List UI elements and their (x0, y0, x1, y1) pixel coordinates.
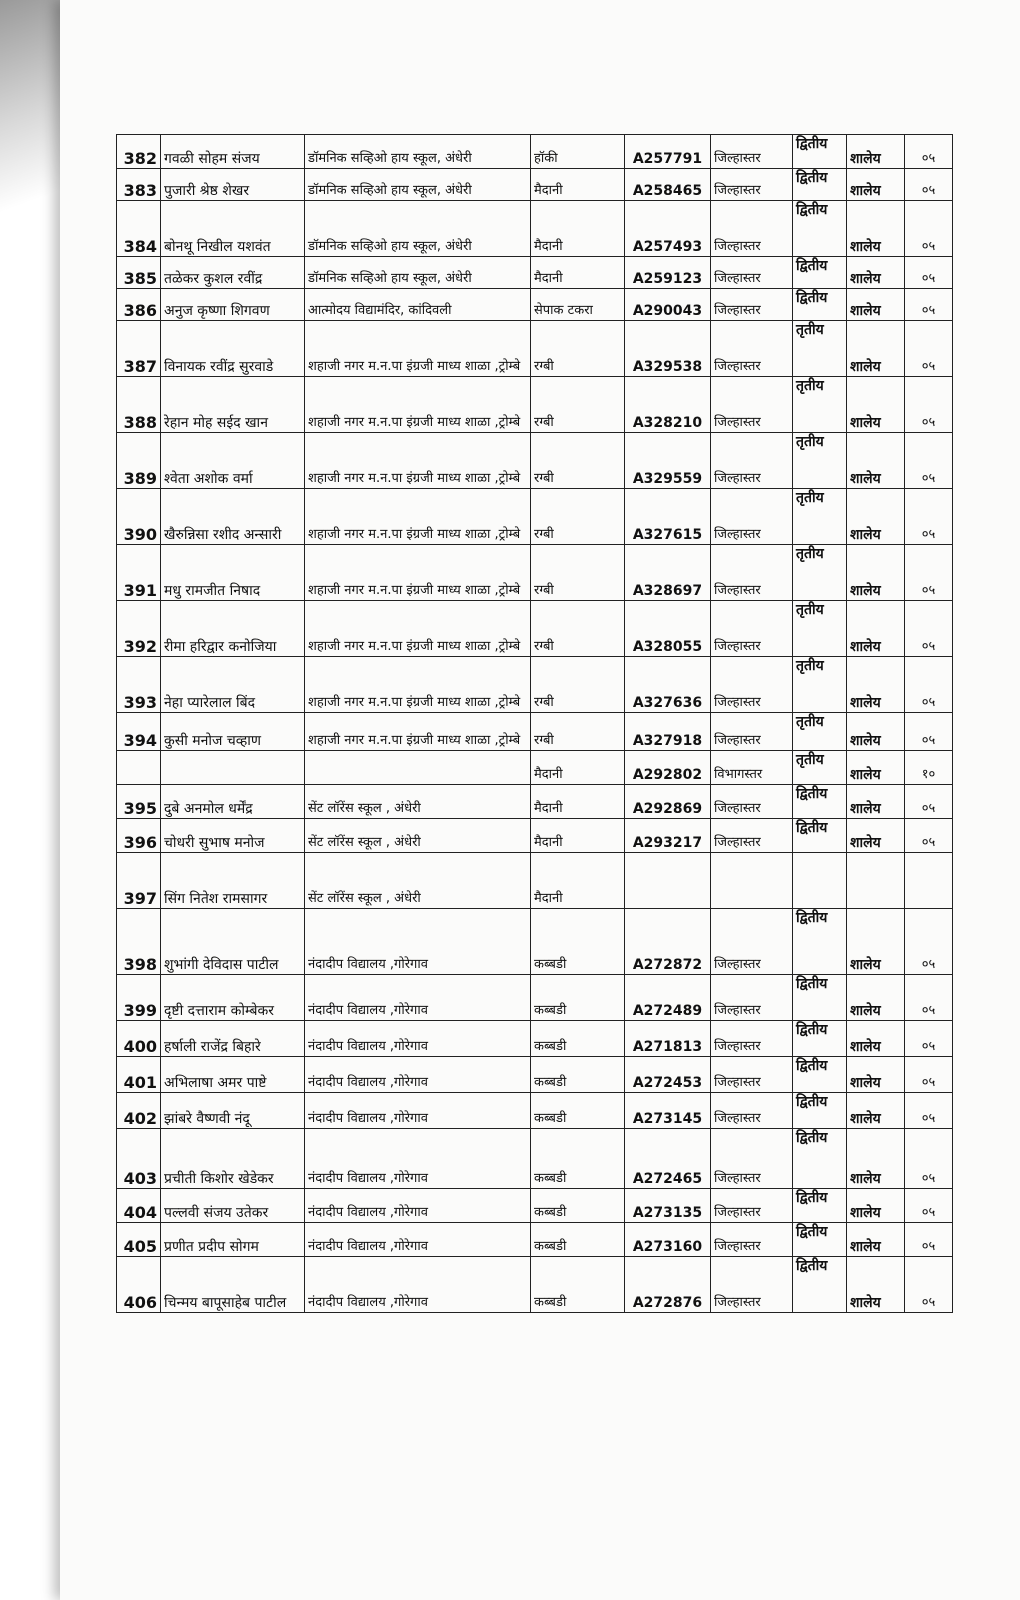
school-name: आत्मोदय विद्यामंदिर, कांदिवली (305, 289, 531, 321)
student-name: कुसी मनोज चव्हाण (161, 713, 305, 751)
marks: ०५ (905, 1189, 953, 1223)
sport-name: रग्बी (531, 545, 625, 601)
school-name: शहाजी नगर म.न.पा इंग्रजी माध्य शाळा ,ट्रोम्बे (305, 489, 531, 545)
competition-level: जिल्हास्तर (711, 819, 793, 853)
competition-level: जिल्हास्तर (711, 975, 793, 1021)
school-name: शहाजी नगर म.न.पा इंग्रजी माध्य शाळा ,ट्रोम्बे (305, 321, 531, 377)
serial-number: 395 (117, 785, 161, 819)
table-row (117, 1257, 953, 1313)
sport-name: कब्बडी (531, 1189, 625, 1223)
category: शालेय (847, 545, 905, 601)
marks: ०५ (905, 169, 953, 201)
registration-id: A272876 (625, 1257, 711, 1313)
rank: द्वितीय (793, 1093, 847, 1129)
student-name: प्रणीत प्रदीप सोगम (161, 1223, 305, 1257)
student-name: दृष्टी दत्ताराम कोम्बेकर (161, 975, 305, 1021)
school-name: शहाजी नगर म.न.पा इंग्रजी माध्य शाळा ,ट्रोम्बे (305, 657, 531, 713)
registration-id: A259123 (625, 257, 711, 289)
marks: ०५ (905, 1021, 953, 1057)
student-name: हर्षाली राजेंद्र बिहारे (161, 1021, 305, 1057)
serial-number: 385 (117, 257, 161, 289)
marks: १० (905, 751, 953, 785)
sport-name: सेपाक टकरा (531, 289, 625, 321)
competition-level: जिल्हास्तर (711, 433, 793, 489)
sport-name: कब्बडी (531, 1257, 625, 1313)
competition-level: जिल्हास्तर (711, 201, 793, 257)
serial-number: 389 (117, 433, 161, 489)
registration-id: A272453 (625, 1057, 711, 1093)
table-row (117, 135, 953, 169)
registration-id: A327615 (625, 489, 711, 545)
competition-level: जिल्हास्तर (711, 909, 793, 975)
marks: ०५ (905, 1223, 953, 1257)
sport-name: मैदानी (531, 785, 625, 819)
rank: द्वितीय (793, 1223, 847, 1257)
marks: ०५ (905, 135, 953, 169)
category: शालेय (847, 601, 905, 657)
table-row (117, 751, 953, 785)
school-name: नंदादीप विद्यालय ,गोरेगाव (305, 1223, 531, 1257)
marks: ०५ (905, 601, 953, 657)
school-name: शहाजी नगर म.न.पा इंग्रजी माध्य शाळा ,ट्रोम्बे (305, 377, 531, 433)
student-name: सिंग नितेश रामसागर (161, 853, 305, 909)
category: शालेय (847, 201, 905, 257)
registration-id: A272872 (625, 909, 711, 975)
student-name: श्वेता अशोक वर्मा (161, 433, 305, 489)
serial-number: 399 (117, 975, 161, 1021)
student-name: चोधरी सुभाष मनोज (161, 819, 305, 853)
category: शालेय (847, 657, 905, 713)
serial-number: 400 (117, 1021, 161, 1057)
sport-name: मैदानी (531, 201, 625, 257)
student-name: पुजारी श्रेष्ठ शेखर (161, 169, 305, 201)
competition-level: जिल्हास्तर (711, 489, 793, 545)
category: शालेय (847, 1021, 905, 1057)
sport-name: कब्बडी (531, 975, 625, 1021)
category (847, 853, 905, 909)
table-row (117, 601, 953, 657)
rank: तृतीय (793, 713, 847, 751)
table-row (117, 489, 953, 545)
school-name: डॉमनिक सव्हिओ हाय स्कूल, अंधेरी (305, 201, 531, 257)
student-name: प्रचीती किशोर खेडेकर (161, 1129, 305, 1189)
school-name: शहाजी नगर म.न.पा इंग्रजी माध्य शाळा ,ट्रोम्बे (305, 601, 531, 657)
serial-number (117, 751, 161, 785)
registration-id: A292802 (625, 751, 711, 785)
competition-level: जिल्हास्तर (711, 1129, 793, 1189)
category: शालेय (847, 785, 905, 819)
competition-level: जिल्हास्तर (711, 1257, 793, 1313)
school-name: सेंट लॉरेंस स्कूल , अंधेरी (305, 853, 531, 909)
competition-level: जिल्हास्तर (711, 713, 793, 751)
category: शालेय (847, 751, 905, 785)
rank: तृतीय (793, 321, 847, 377)
category: शालेय (847, 909, 905, 975)
results-table-body (117, 135, 953, 1313)
rank: द्वितीय (793, 1129, 847, 1189)
rank: द्वितीय (793, 1257, 847, 1313)
competition-level: जिल्हास्तर (711, 785, 793, 819)
student-name: तळेकर कुशल रवींद्र (161, 257, 305, 289)
registration-id: A293217 (625, 819, 711, 853)
registration-id: A258465 (625, 169, 711, 201)
table-row (117, 289, 953, 321)
table-row (117, 1093, 953, 1129)
category: शालेय (847, 819, 905, 853)
school-name: शहाजी नगर म.न.पा इंग्रजी माध्य शाळा ,ट्रोम्बे (305, 433, 531, 489)
marks (905, 853, 953, 909)
results-table-wrapper (116, 134, 953, 1313)
sport-name: कब्बडी (531, 909, 625, 975)
student-name: विनायक रवींद्र सुरवाडे (161, 321, 305, 377)
student-name: गवळी सोहम संजय (161, 135, 305, 169)
serial-number: 393 (117, 657, 161, 713)
rank: तृतीय (793, 751, 847, 785)
school-name: डॉमनिक सव्हिओ हाय स्कूल, अंधेरी (305, 135, 531, 169)
table-row (117, 1021, 953, 1057)
marks: ०५ (905, 289, 953, 321)
table-row (117, 1129, 953, 1189)
rank: द्वितीय (793, 1057, 847, 1093)
school-name: नंदादीप विद्यालय ,गोरेगाव (305, 1057, 531, 1093)
sport-name: मैदानी (531, 751, 625, 785)
category: शालेय (847, 1093, 905, 1129)
registration-id: A328697 (625, 545, 711, 601)
competition-level: जिल्हास्तर (711, 601, 793, 657)
registration-id: A271813 (625, 1021, 711, 1057)
table-row (117, 545, 953, 601)
student-name: झांबरे वैष्णवी नंदू (161, 1093, 305, 1129)
serial-number: 403 (117, 1129, 161, 1189)
school-name: नंदादीप विद्यालय ,गोरेगाव (305, 1257, 531, 1313)
rank: द्वितीय (793, 169, 847, 201)
school-name: सेंट लॉरेंस स्कूल , अंधेरी (305, 819, 531, 853)
serial-number: 404 (117, 1189, 161, 1223)
table-row (117, 975, 953, 1021)
registration-id: A328210 (625, 377, 711, 433)
table-row (117, 909, 953, 975)
competition-level (711, 853, 793, 909)
table-row (117, 713, 953, 751)
serial-number: 402 (117, 1093, 161, 1129)
marks: ०५ (905, 909, 953, 975)
marks: ०५ (905, 201, 953, 257)
serial-number: 388 (117, 377, 161, 433)
competition-level: जिल्हास्तर (711, 1223, 793, 1257)
rank: द्वितीय (793, 135, 847, 169)
rank (793, 853, 847, 909)
school-name: नंदादीप विद्यालय ,गोरेगाव (305, 909, 531, 975)
marks: ०५ (905, 1257, 953, 1313)
marks: ०५ (905, 975, 953, 1021)
registration-id: A273135 (625, 1189, 711, 1223)
category: शालेय (847, 975, 905, 1021)
sport-name: कब्बडी (531, 1129, 625, 1189)
serial-number: 405 (117, 1223, 161, 1257)
category: शालेय (847, 433, 905, 489)
serial-number: 382 (117, 135, 161, 169)
competition-level: जिल्हास्तर (711, 377, 793, 433)
competition-level: जिल्हास्तर (711, 1189, 793, 1223)
competition-level: जिल्हास्तर (711, 657, 793, 713)
sport-name: मैदानी (531, 169, 625, 201)
rank: द्वितीय (793, 785, 847, 819)
student-name: रीमा हरिद्वार कनोजिया (161, 601, 305, 657)
competition-level: जिल्हास्तर (711, 135, 793, 169)
school-name: सेंट लॉरेंस स्कूल , अंधेरी (305, 785, 531, 819)
rank: द्वितीय (793, 975, 847, 1021)
sport-name: मैदानी (531, 257, 625, 289)
registration-id: A329559 (625, 433, 711, 489)
marks: ०५ (905, 657, 953, 713)
serial-number: 392 (117, 601, 161, 657)
student-name: खैरुन्निसा रशीद अन्सारी (161, 489, 305, 545)
category: शालेय (847, 1189, 905, 1223)
marks: ०५ (905, 713, 953, 751)
registration-id: A328055 (625, 601, 711, 657)
sport-name: कब्बडी (531, 1093, 625, 1129)
marks: ०५ (905, 257, 953, 289)
student-name: नेहा प्यारेलाल बिंद (161, 657, 305, 713)
serial-number: 406 (117, 1257, 161, 1313)
student-name: पल्लवी संजय उतेकर (161, 1189, 305, 1223)
serial-number: 391 (117, 545, 161, 601)
rank: तृतीय (793, 433, 847, 489)
sport-name: रग्बी (531, 433, 625, 489)
registration-id: A257791 (625, 135, 711, 169)
registration-id: A329538 (625, 321, 711, 377)
registration-id: A327918 (625, 713, 711, 751)
marks: ०५ (905, 545, 953, 601)
student-name: चिन्मय बापूसाहेब पाटील (161, 1257, 305, 1313)
competition-level: विभागस्तर (711, 751, 793, 785)
rank: द्वितीय (793, 1021, 847, 1057)
rank: तृतीय (793, 545, 847, 601)
sport-name: मैदानी (531, 819, 625, 853)
marks: ०५ (905, 1129, 953, 1189)
school-name: शहाजी नगर म.न.पा इंग्रजी माध्य शाळा ,ट्रोम्बे (305, 545, 531, 601)
rank: द्वितीय (793, 909, 847, 975)
student-name: दुबे अनमोल धर्मेंद्र (161, 785, 305, 819)
registration-id (625, 853, 711, 909)
rank: द्वितीय (793, 201, 847, 257)
serial-number: 397 (117, 853, 161, 909)
category: शालेय (847, 1057, 905, 1093)
registration-id: A273145 (625, 1093, 711, 1129)
student-name: बोनथू निखील यशवंत (161, 201, 305, 257)
student-name (161, 751, 305, 785)
sport-name: कब्बडी (531, 1021, 625, 1057)
serial-number: 401 (117, 1057, 161, 1093)
competition-level: जिल्हास्तर (711, 257, 793, 289)
category: शालेय (847, 377, 905, 433)
serial-number: 386 (117, 289, 161, 321)
registration-id: A272465 (625, 1129, 711, 1189)
serial-number: 383 (117, 169, 161, 201)
serial-number: 396 (117, 819, 161, 853)
category: शालेय (847, 135, 905, 169)
competition-level: जिल्हास्तर (711, 1021, 793, 1057)
rank: द्वितीय (793, 289, 847, 321)
table-row (117, 1223, 953, 1257)
table-row (117, 853, 953, 909)
sport-name: मैदानी (531, 853, 625, 909)
registration-id: A272489 (625, 975, 711, 1021)
school-name: नंदादीप विद्यालय ,गोरेगाव (305, 1189, 531, 1223)
marks: ०५ (905, 1057, 953, 1093)
registration-id: A273160 (625, 1223, 711, 1257)
serial-number: 387 (117, 321, 161, 377)
marks: ०५ (905, 433, 953, 489)
student-name: शुभांगी देविदास पाटील (161, 909, 305, 975)
category: शालेय (847, 289, 905, 321)
competition-level: जिल्हास्तर (711, 169, 793, 201)
marks: ०५ (905, 785, 953, 819)
competition-level: जिल्हास्तर (711, 321, 793, 377)
table-row (117, 1189, 953, 1223)
table-row (117, 201, 953, 257)
rank: तृतीय (793, 489, 847, 545)
sport-name: कब्बडी (531, 1057, 625, 1093)
student-name: रेहान मोह सईद खान (161, 377, 305, 433)
school-name: नंदादीप विद्यालय ,गोरेगाव (305, 1093, 531, 1129)
table-row (117, 785, 953, 819)
registration-id: A290043 (625, 289, 711, 321)
rank: तृतीय (793, 377, 847, 433)
serial-number: 398 (117, 909, 161, 975)
table-row (117, 433, 953, 489)
category: शालेय (847, 713, 905, 751)
marks: ०५ (905, 321, 953, 377)
registration-id: A257493 (625, 201, 711, 257)
category: शालेय (847, 1223, 905, 1257)
category: शालेय (847, 1257, 905, 1313)
sport-name: रग्बी (531, 713, 625, 751)
competition-level: जिल्हास्तर (711, 1057, 793, 1093)
table-row (117, 377, 953, 433)
results-table (116, 134, 953, 1313)
sport-name: रग्बी (531, 377, 625, 433)
rank: द्वितीय (793, 819, 847, 853)
marks: ०५ (905, 489, 953, 545)
competition-level: जिल्हास्तर (711, 545, 793, 601)
category: शालेय (847, 321, 905, 377)
registration-id: A292869 (625, 785, 711, 819)
category: शालेय (847, 257, 905, 289)
rank: तृतीय (793, 601, 847, 657)
serial-number: 384 (117, 201, 161, 257)
sport-name: कब्बडी (531, 1223, 625, 1257)
serial-number: 394 (117, 713, 161, 751)
rank: द्वितीय (793, 1189, 847, 1223)
marks: ०५ (905, 819, 953, 853)
competition-level: जिल्हास्तर (711, 289, 793, 321)
school-name: नंदादीप विद्यालय ,गोरेगाव (305, 1021, 531, 1057)
category: शालेय (847, 169, 905, 201)
school-name: नंदादीप विद्यालय ,गोरेगाव (305, 1129, 531, 1189)
school-name: शहाजी नगर म.न.पा इंग्रजी माध्य शाळा ,ट्रोम्बे (305, 713, 531, 751)
student-name: अनुज कृष्णा शिगवण (161, 289, 305, 321)
serial-number: 390 (117, 489, 161, 545)
sport-name: हॉकी (531, 135, 625, 169)
school-name: डॉमनिक सव्हिओ हाय स्कूल, अंधेरी (305, 169, 531, 201)
school-name: नंदादीप विद्यालय ,गोरेगाव (305, 975, 531, 1021)
rank: तृतीय (793, 657, 847, 713)
table-row (117, 1057, 953, 1093)
category: शालेय (847, 1129, 905, 1189)
school-name (305, 751, 531, 785)
competition-level: जिल्हास्तर (711, 1093, 793, 1129)
table-row (117, 169, 953, 201)
table-row (117, 321, 953, 377)
table-row (117, 257, 953, 289)
student-name: अभिलाषा अमर पाष्टे (161, 1057, 305, 1093)
sport-name: रग्बी (531, 321, 625, 377)
sport-name: रग्बी (531, 657, 625, 713)
rank: द्वितीय (793, 257, 847, 289)
student-name: मधु रामजीत निषाद (161, 545, 305, 601)
sport-name: रग्बी (531, 601, 625, 657)
sport-name: रग्बी (531, 489, 625, 545)
marks: ०५ (905, 377, 953, 433)
registration-id: A327636 (625, 657, 711, 713)
table-row (117, 657, 953, 713)
category: शालेय (847, 489, 905, 545)
school-name: डॉमनिक सव्हिओ हाय स्कूल, अंधेरी (305, 257, 531, 289)
marks: ०५ (905, 1093, 953, 1129)
table-row (117, 819, 953, 853)
